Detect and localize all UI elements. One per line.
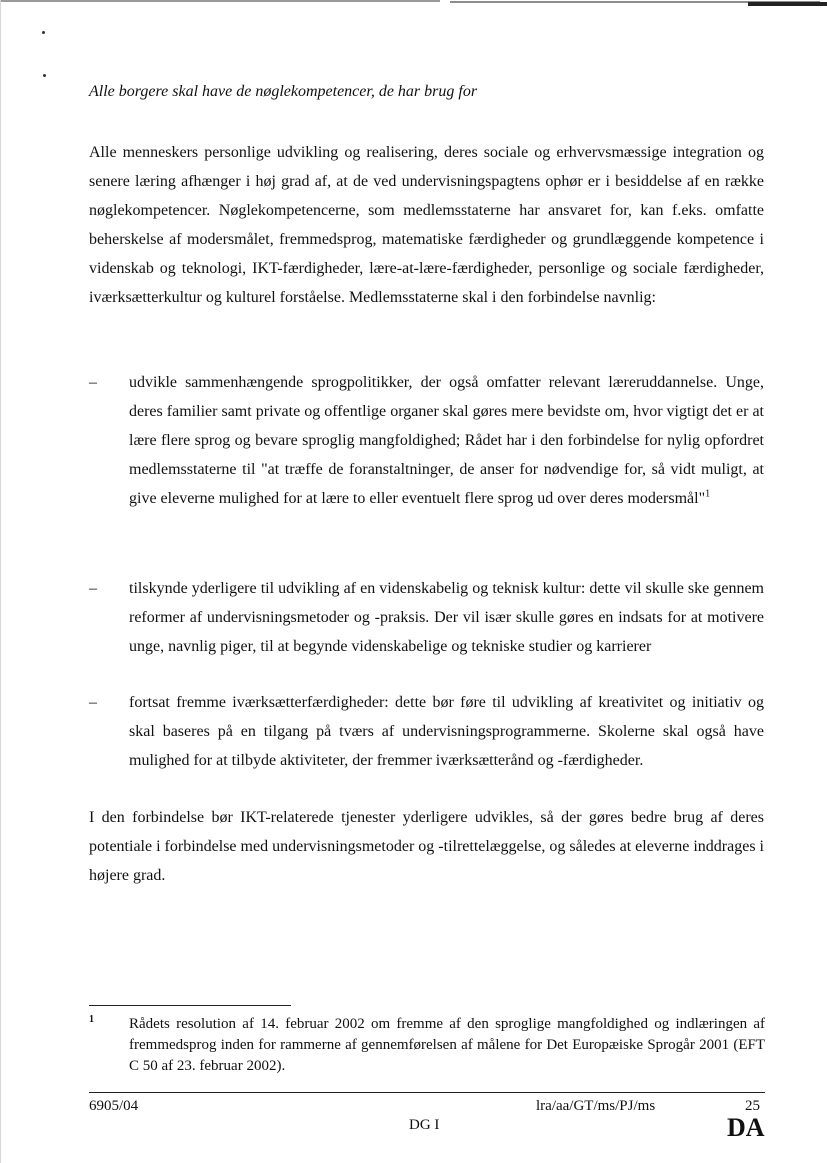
bullet-text-body: udvikle sammenhængende sprogpolitikker, der også omfatter relevant læreruddannelse. Unge, deres familier samt private og offentlige organer skal gøres mere bevidste om, hvor vigtigt det er at lære flere sprog og bevare sproglig mangfoldighed; Rådet har i den forbindelse for nylig opfordret medlemsstaterne til "at træffe de foranstaltninger, de anser for nødvendige for, så vidt muligt, at give eleverne mulighed for at lære to eller eventuelt flere sprog ud over deres modersmål" <box>129 374 764 507</box>
intro-paragraph: Alle menneskers personlige udvikling og realisering, deres sociale og erhvervsmæssige integration og senere læring afhænger i høj grad af, at de ved undervisningspagtens ophør er i besiddelse af en række nøglekompetencer. Nøglekompetencerne, som medlemsstaterne har ansvaret for, kan f.eks. omfatte beherskelse af modersmålet, fremmedsprog, matematiske færdigheder og grundlæggende kompetence i videnskab og teknologi, IKT-færdigheder, lære-at-lære-færdigheder, personlige og sociale færdigheder, iværksætterkultur og kulturel forståelse. Medlemsstaterne skal i den forbindelse navnlig: <box>89 144 764 306</box>
footnote-text: Rådets resolution af 14. februar 2002 om fremme af den sproglige mangfoldighed og indlæringen af fremmedsprog inden for rammerne af gennemførelsen af målene for Det Europæiske Sprogår 2001 (EFT C 50 af 23. februar 2002). <box>129 1016 765 1074</box>
bullet-dash: – <box>89 580 97 597</box>
closing-paragraph: I den forbindelse bør IKT-relaterede tjenester yderligere udvikles, så der gøres bedre brug af deres potentiale i forbindelse med undervisningsmetoder og -tilrettelæggelse, og således at eleverne inddrages i højere grad. <box>89 809 764 884</box>
page-number: 25 <box>745 1098 760 1114</box>
scan-border-left <box>0 0 1 1163</box>
bullet-text <box>129 368 764 513</box>
footnote-reference[interactable]: 1 <box>705 488 711 500</box>
bullet-dash: – <box>89 374 97 391</box>
bullet-text: tilskynde yderligere til udvikling af en videnskabelig og teknisk kultur: dette vil skulle ske gennem reformer af undervisningsmetoder og -praksis. Der vil især skulle gøres en indsats for at motivere unge, navnlig piger, til at begynde videnskabelige og tekniske studier og karrierer <box>129 580 764 655</box>
scan-corner-mark <box>748 2 827 6</box>
footer-separator <box>89 1092 765 1093</box>
language-code: DA <box>727 1113 765 1142</box>
scan-border-top-left <box>0 0 440 2</box>
bullet-text: fortsat fremme iværksætterfærdigheder: dette bør føre til udvikling af kreativitet og initiativ og skal baseres på en tilgang på tværs af undervisningsprogrammerne. Skolerne skal også have mulighed for at tilbyde aktiviteter, der fremmer iværksætterånd og -færdigheder. <box>129 694 764 769</box>
department-label: DG I <box>409 1117 440 1133</box>
footnote-marker: 1 <box>89 1014 94 1025</box>
scan-speck <box>43 74 46 77</box>
document-number: 6905/04 <box>89 1098 139 1114</box>
scan-speck <box>42 31 45 34</box>
bullet-dash: – <box>89 694 97 711</box>
document-reference: lra/aa/GT/ms/PJ/ms <box>536 1098 656 1114</box>
footnote-separator <box>89 1005 291 1006</box>
section-heading: Alle borgere skal have de nøglekompetencer, de har brug for <box>89 83 478 100</box>
